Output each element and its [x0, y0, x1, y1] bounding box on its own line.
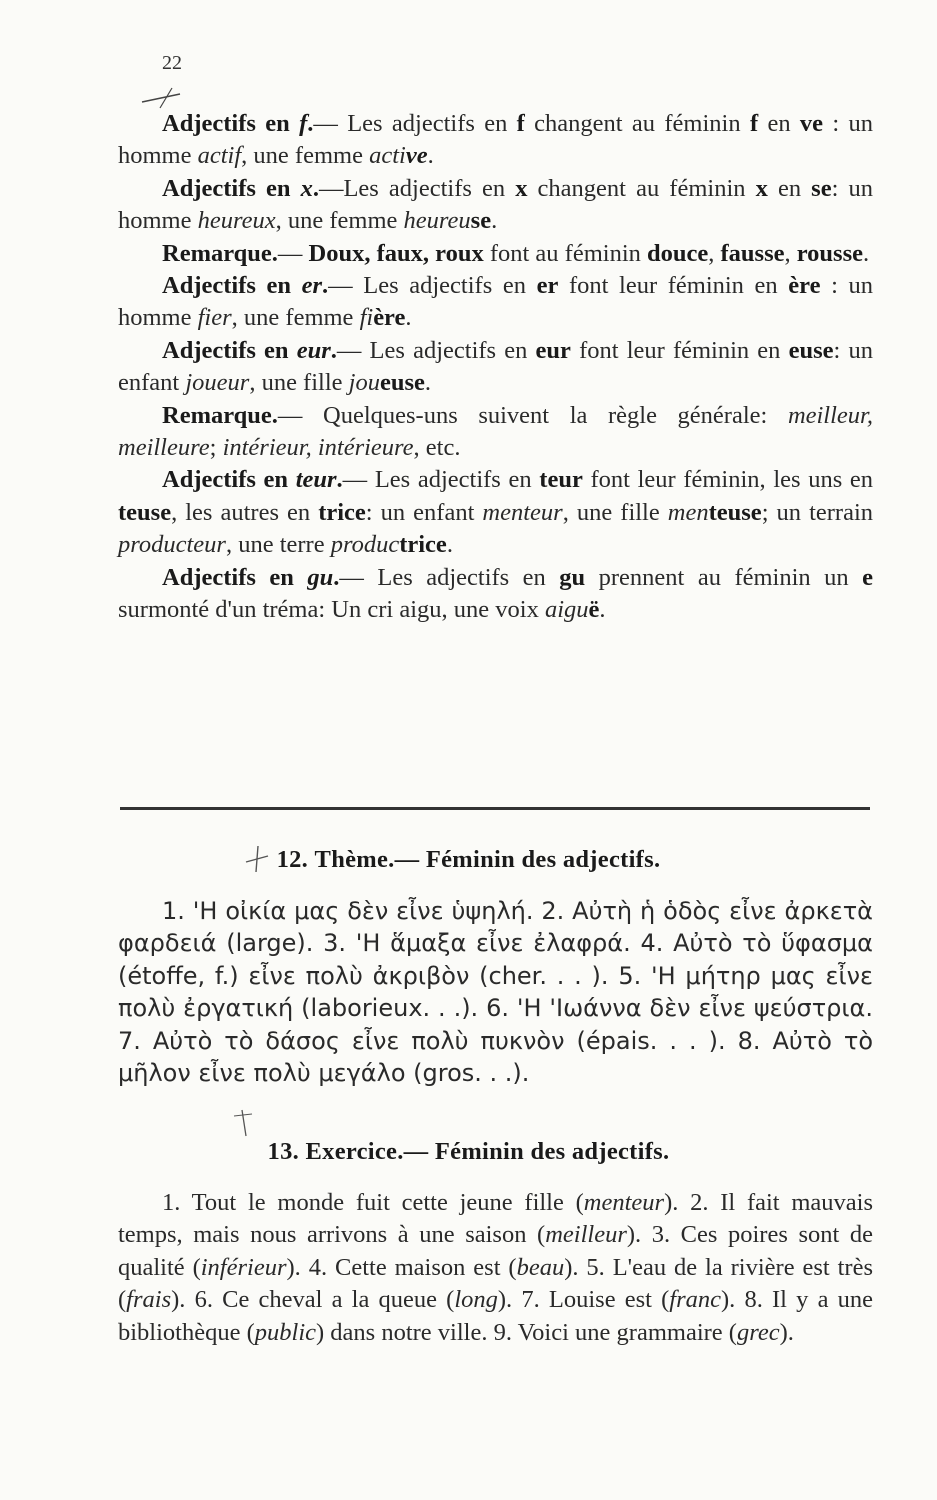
greek-exercise: [118, 895, 873, 1089]
text-run: Adjectifs en: [162, 466, 296, 494]
text-run: x: [515, 174, 528, 202]
text-run: Remarque.: [162, 401, 278, 429]
text-run: .: [312, 174, 319, 202]
text-run: acti: [369, 142, 406, 170]
text-run: euse: [379, 369, 425, 397]
text-run: se: [811, 174, 832, 202]
text-run: .: [333, 563, 340, 591]
section-12-number: 12.: [276, 846, 309, 873]
rule-paragraph: Adjectifs en gu.— Les adjectifs en gu prennent au féminin un e surmonté d'un tréma: Un cri aigu, une voix aiguë.: [118, 563, 873, 624]
text-run: eur: [296, 336, 331, 364]
section-13-title: [0, 1138, 937, 1166]
text-run: douce: [647, 239, 709, 267]
text-run: se: [470, 207, 492, 235]
text-run: Adjectifs en: [162, 336, 297, 364]
text-run: men: [667, 498, 709, 526]
text-run: f: [299, 110, 308, 137]
text-run: franc: [669, 1286, 722, 1314]
text-run: produc: [330, 531, 400, 559]
text-run: f: [516, 110, 525, 137]
text-run: Adjectifs en: [162, 174, 301, 202]
text-run: x: [300, 174, 313, 202]
text-run: teuse: [118, 498, 172, 526]
text-run: ve: [799, 110, 824, 137]
text-run: .: [322, 272, 329, 300]
text-run: teur: [295, 466, 337, 494]
text-run: jou: [348, 369, 380, 397]
text-run: .: [307, 110, 314, 137]
rule-paragraph: Adjectifs en er.— Les adjectifs en er font leur féminin en ère : un homme fier, une femme fière.: [118, 272, 873, 332]
text-run: long: [454, 1286, 498, 1314]
text-run: .: [336, 466, 343, 494]
text-run: teuse: [708, 498, 762, 526]
rule-paragraph: Remarque.— Doux, faux, roux font au féminin douce, fausse, rousse.: [162, 239, 870, 267]
rule-paragraph: Adjectifs en x.—Les adjectifs en x changent au féminin x en se: un homme heureux, une femme heureuse.: [118, 174, 873, 235]
section-divider: [120, 807, 870, 810]
text-run: trice: [399, 531, 447, 559]
text-run: ve: [405, 142, 428, 170]
text-run: Adjectifs en: [162, 272, 302, 300]
section-12-subtitle: — Féminin des adjectifs.: [394, 846, 661, 873]
text-run: ère: [373, 304, 406, 332]
rule-paragraph: Remarque.— Quelques-uns suivent la règle générale: meilleur, meilleure; intérieur, intérieure, etc.: [118, 401, 873, 462]
text-run: e: [862, 563, 873, 591]
text-run: Remarque.: [162, 239, 278, 267]
text-run: Adjectifs en: [162, 110, 300, 137]
text-run: beau: [516, 1253, 565, 1281]
french-exercise: [118, 1187, 873, 1349]
text-run: menteur: [482, 498, 563, 526]
text-run: x: [755, 174, 768, 202]
section-13-subtitle: — Féminin des adjectifs.: [403, 1138, 670, 1165]
text-run: aigu: [544, 596, 589, 624]
section-13-number: 13.: [267, 1138, 300, 1165]
text-run: gu: [307, 563, 334, 591]
text-run: gu: [559, 563, 586, 591]
text-run: euse: [788, 336, 834, 364]
text-run: fi: [359, 304, 374, 332]
text-run: er: [301, 272, 323, 300]
grammar-rules: [118, 108, 873, 627]
text-run: heureux: [197, 207, 276, 235]
rule-paragraph: Adjectifs en teur.— Les adjectifs en teur font leur féminin, les uns en teuse, les autres en trice: un enfant menteur, une fille menteuse; un terrain producteur, une terre productrice.: [118, 466, 874, 559]
pencil-cross-mark: [230, 1108, 256, 1138]
section-12-word: Thème.: [314, 846, 395, 873]
text-run: er: [536, 272, 559, 300]
section-13-word: Exercice.: [305, 1138, 404, 1165]
text-run: grec: [736, 1318, 780, 1346]
text-run: menteur: [583, 1189, 665, 1216]
text-run: eur: [535, 336, 571, 364]
text-run: fausse: [720, 239, 785, 267]
text-run: ë: [588, 596, 600, 624]
text-run: trice: [318, 498, 366, 526]
rule-paragraph: Adjectifs en f.— Les adjectifs en f changent au féminin f en ve : un homme actif, une femme active.: [118, 110, 874, 170]
page-number: 22: [162, 52, 182, 74]
text-run: meilleur: [545, 1221, 627, 1249]
text-run: inférieur: [200, 1253, 287, 1281]
text-run: frais: [126, 1286, 172, 1314]
text-run: joueur: [185, 369, 250, 397]
greek-exercise-text: 1. 'Η οἰκία μας δὲν εἶνε ὑψηλή. 2. Αὐτὴ ἡ ὁδὸς εἶνε ἀρκετὰ φαρδειά (large). 3. 'Η ἅμαξα εἶνε ἐλαφρά. 4. Αὐτὸ τὸ ὕφασμα (étoffe, f.) εἶνε πολὺ ἀκριβὸν (cher. . . ). 5. 'Η μήτηρ μας εἶνε πολὺ ἐργατική (laborieux. . .). 6. 'Η 'Ιωάννα δὲν εἶνε ψεύστρια. 7. Αὐτὸ τὸ δάσος εἶνε πολὺ πυκνὸν (épais. . . ). 8. Αὐτὸ τὸ μῆλον εἶνε πολὺ μεγάλο (gros. . .).: [118, 897, 873, 1088]
section-12-title: [0, 846, 937, 874]
text-run: meilleur, meilleure: [118, 401, 873, 462]
text-run: intérieur, intérieure: [222, 434, 414, 462]
text-run: f: [749, 110, 759, 137]
text-run: ère: [788, 272, 821, 300]
text-run: heureu: [403, 207, 471, 235]
text-run: Adjectifs en: [162, 563, 308, 591]
text-run: public: [254, 1318, 317, 1346]
text-run: Doux, faux, roux: [308, 239, 484, 267]
text-run: producteur: [118, 531, 226, 559]
text-run: actif: [197, 142, 242, 170]
text-run: rousse: [796, 239, 864, 267]
text-run: .: [330, 336, 337, 364]
rule-paragraph: Adjectifs en eur.— Les adjectifs en eur font leur féminin en euse: un enfant joueur, une fille joueuse.: [118, 336, 873, 397]
french-exercise-text: 1. Tout le monde fuit cette jeune fille (menteur). 2. Il fait mauvais temps, mais nous arrivons à une saison (meilleur). 3. Ces poires sont de qualité (inférieur). 4. Cette maison est (beau). 5. L'eau de la rivière est très (frais). 6. Ce cheval a la queue (long). 7. Louise est (franc). 8. Il y a une bibliothèque (public) dans notre ville. 9. Voici une grammaire (grec).: [118, 1189, 873, 1346]
text-run: teur: [539, 466, 583, 494]
text-run: fier: [197, 304, 232, 332]
